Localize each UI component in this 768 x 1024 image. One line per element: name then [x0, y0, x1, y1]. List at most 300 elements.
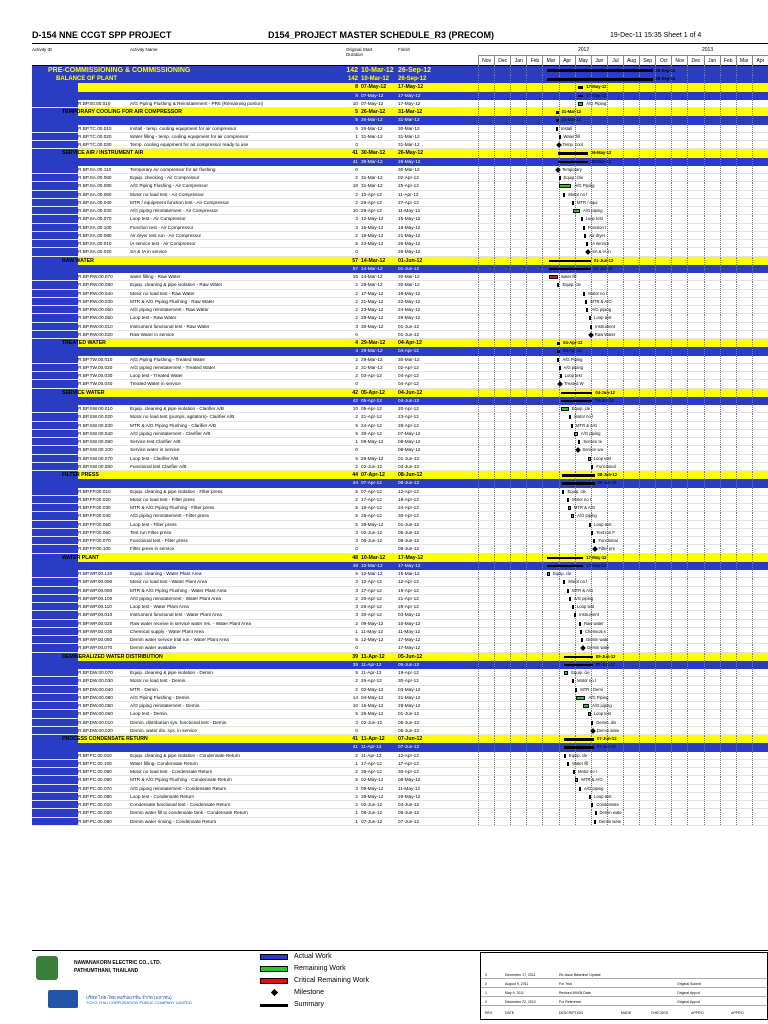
activity-row [32, 677, 768, 685]
remaining-work-bar [581, 638, 584, 642]
bar-label: Equip. cle [571, 406, 591, 411]
duration: 42 [352, 397, 358, 403]
summary-row [32, 75, 768, 83]
duration: 14 [352, 694, 358, 700]
finish-date: 08-Jun-12 [398, 546, 420, 552]
activity-id: R.BP.FP.00.050 [78, 521, 111, 527]
finish-date: 10-May-12 [398, 620, 421, 626]
remaining-work-bar [580, 630, 582, 634]
duration: 2 [355, 175, 358, 180]
revision-rev: 2 [485, 982, 487, 986]
bar-label: Motor no l [572, 496, 591, 502]
start-date: 08-May-12 [361, 439, 384, 444]
duration: 5 [355, 109, 358, 115]
start-date: 10-Apr-12 [361, 579, 382, 585]
bar-label: MTR - Demi [580, 686, 603, 692]
bar-label: Function t [587, 224, 607, 230]
bar-label: 07-Jun-12 [597, 744, 616, 750]
revision-column-header: DATE [505, 1011, 515, 1015]
bar-label: Equip. cle [568, 752, 588, 758]
activity-id: R.BP.SA.00.030 [78, 208, 112, 213]
activity-id: R.BP.WP.00.060 [78, 637, 113, 642]
summary-row [32, 397, 768, 405]
bar-label: 04-Apr-12 [563, 348, 582, 354]
bar-label: Loop test [585, 216, 603, 222]
nawanakorn-logo-icon [36, 956, 58, 980]
finish-date: 26-May-12 [398, 150, 424, 157]
month-label: Dec [494, 56, 510, 66]
bar-label: A/G Piping [574, 183, 595, 189]
summary-row [32, 661, 768, 669]
finish-date: 08-May-12 [398, 777, 421, 783]
duration: 3 [355, 529, 358, 535]
finish-date: 30-Mar-12 [398, 356, 420, 362]
start-date: 31-Mar-12 [361, 133, 383, 139]
bar-label: Motor no l [588, 290, 607, 296]
activity-row [32, 331, 768, 339]
duration: 3 [355, 224, 358, 230]
remaining-work-bar [573, 770, 575, 774]
bar-label: Air dryer [589, 232, 606, 238]
finish-date: 04-Jun-12 [398, 463, 420, 469]
section-title: PRE-COMMISSIONING & COMMISSIONING [48, 67, 191, 74]
remaining-work-bar [575, 778, 578, 782]
activity-name: Equip. checking - Air Compressor [130, 175, 200, 180]
start-date: 26-Apr-12 [361, 678, 382, 684]
bar-label: Filter pre [598, 546, 616, 552]
activity-row [32, 587, 768, 595]
duration: 8 [355, 84, 358, 91]
duration: 5 [355, 711, 358, 717]
finish-date: 07-Jun-12 [398, 818, 420, 824]
activity-id: R.BP.SW.00.090 [78, 439, 113, 444]
start-date: 10-Mar-12 [361, 554, 386, 561]
section-title: TREATED WATER [62, 340, 106, 346]
activity-row [32, 801, 768, 809]
activity-name: Motor no load test - Air Compressor [130, 191, 204, 197]
activity-row [32, 752, 768, 760]
start-date: 07-Apr-12 [361, 488, 382, 494]
revision-date: August 9, 2011 [505, 982, 529, 986]
activity-name: Filter press in service [130, 546, 175, 552]
activity-name: Temporary Air compressor for air flushing [130, 166, 216, 172]
summary-bar [578, 95, 583, 98]
duration: 2 [355, 199, 358, 205]
remaining-work-bar [571, 424, 573, 428]
bar-label: Loop test [564, 373, 582, 378]
bar-label: A/G piping [583, 208, 603, 213]
finish-date: 17-May-12 [398, 100, 421, 106]
finish-date: 26-May-12 [398, 241, 421, 246]
activity-row [32, 537, 768, 545]
activity-id: R.BP.WP.00.030 [78, 628, 113, 634]
bar-label: Equip. cle [552, 571, 572, 576]
activity-name: Demin water service trial run - Water Plant Area [130, 637, 229, 642]
activity-name: Loop test - Clarifier A/B [130, 455, 179, 461]
start-date: 17-May-12 [361, 290, 384, 296]
duration: 2 [355, 356, 358, 362]
activity-name: Water filling - temp. cooling equipment for air compressor [130, 133, 249, 139]
duration: 44 [352, 480, 358, 486]
activity-name: Service test Clarifier A/B [130, 439, 181, 444]
activity-name: Chemical supply - Water Plant Area [130, 628, 204, 634]
start-date: 28-May-12 [361, 315, 384, 321]
duration: 2 [355, 769, 358, 774]
remaining-work-bar [568, 506, 571, 510]
remaining-work-bar [586, 242, 588, 246]
activity-id: R.BP.WP.00.010 [78, 612, 113, 618]
start-date: 05-Apr-12 [361, 397, 382, 403]
bar-label: Test run F [596, 529, 615, 535]
finish-date: 17-May-12 [398, 554, 424, 561]
finish-date: 31-Mar-12 [398, 142, 420, 147]
duration: 10 [352, 100, 358, 106]
finish-date: 27-Apr-12 [398, 199, 419, 205]
start-date: 28-Apr-12 [361, 769, 382, 774]
activity-name: Equip. cleaning & pipe isolation - Filter press [130, 488, 223, 494]
finish-date: 04-Jun-12 [398, 397, 420, 403]
bar-label: Loop test [593, 711, 611, 717]
finish-date: 05-Jun-12 [398, 529, 420, 535]
activity-id: R.BP.FP.00.020 [78, 496, 111, 502]
finish-date: 02-Apr-12 [398, 175, 419, 180]
remaining-work-bar [591, 465, 593, 469]
activity-row [32, 719, 768, 727]
summary-bar [562, 474, 595, 477]
activity-row [32, 768, 768, 776]
legend-swatch-icon [260, 954, 288, 960]
duration: 2 [355, 793, 358, 799]
duration: 1 [355, 133, 358, 139]
start-date: 07-Jun-12 [361, 818, 383, 824]
activity-row [32, 133, 768, 141]
bar-label: Motor no l [568, 191, 587, 197]
bar-label: 26-Sep-12 [655, 76, 676, 81]
activity-id: R.BP.SA.00.070 [78, 216, 112, 222]
start-date: 05-Apr-12 [361, 406, 382, 411]
activity-row [32, 686, 768, 694]
finish-date: 01-Jun-12 [398, 331, 420, 337]
activity-id: R.BP.TW.00.010 [78, 356, 113, 362]
activity-name: Motor no load test - Demin. [130, 678, 187, 684]
bar-label: Motor no l [577, 678, 596, 684]
activity-row [32, 644, 768, 652]
duration: 41 [352, 158, 358, 164]
bar-label: Loop test [594, 521, 612, 527]
legend-swatch-icon [260, 1004, 288, 1007]
activity-name: Install - temp. cooling equipment for air compressor [130, 125, 237, 131]
bar-label: Demin wate [586, 637, 609, 642]
activity-id: R.BP.SW.00.070 [78, 455, 113, 461]
start-date: 06-Jun-12 [361, 538, 383, 543]
month-label: Aug [623, 56, 639, 66]
duration: 2 [355, 232, 358, 238]
activity-row [32, 570, 768, 578]
activity-name: A/G piping reinstatement - Air Compressor [130, 208, 219, 213]
timeline-months [478, 56, 768, 66]
finish-date: 20-Apr-12 [398, 406, 419, 411]
duration: 2 [355, 298, 358, 304]
remaining-work-bar [589, 316, 591, 320]
duration: 41 [352, 150, 358, 157]
summary-bar [564, 738, 594, 741]
start-date: 08-Jun-12 [361, 810, 383, 816]
activity-name: Demin water available [130, 645, 177, 651]
bar-label: Loop test [593, 455, 611, 461]
summary-bar [556, 119, 559, 122]
finish-date: 05-Jun-12 [398, 719, 420, 725]
bar-label: A/G piping [580, 430, 601, 436]
revision-date: December 17, 2011 [505, 973, 536, 977]
column-header [32, 46, 768, 66]
activity-id: R.BP.FP.00.030 [78, 505, 111, 510]
remaining-work-bar [567, 498, 569, 502]
start-date: 31-Mar-12 [361, 364, 383, 370]
start-date: 07-Apr-12 [361, 472, 385, 478]
remaining-work-bar [591, 531, 593, 535]
duration: 2 [355, 191, 358, 197]
activity-name: Function test - Air Compressor [130, 224, 194, 230]
schedule-table [32, 66, 768, 826]
activity-name: Demin water rinsing - Condensate Return [130, 818, 217, 824]
company-name: NAWANAKORN ELECTRIC CO., LTD. [74, 960, 162, 966]
start-date: 09-May-12 [361, 620, 384, 626]
month-label: Jan [510, 56, 526, 66]
finish-date: 31-Mar-12 [398, 117, 420, 123]
duration: 48 [352, 562, 358, 568]
activity-id: R.BP.SA.00.090 [78, 232, 112, 238]
start-date: 30-Mar-12 [361, 158, 383, 164]
finish-date: 17-May-12 [398, 84, 424, 91]
finish-date: 05-Jun-12 [398, 653, 423, 660]
finish-date: 08-Jun-12 [398, 480, 420, 486]
month-label: Feb [526, 56, 542, 66]
duration: 2 [355, 463, 358, 469]
duration: 0 [355, 727, 358, 733]
activity-row [32, 191, 768, 199]
activity-name: A/G piping reinstatement - Clarifier A/B [130, 430, 211, 436]
remaining-work-bar [591, 803, 593, 807]
summary-bar [557, 342, 560, 345]
duration: 3 [355, 323, 358, 329]
activity-id: R.BP.PC.00.100 [78, 760, 112, 766]
finish-date: 11-May-12 [398, 628, 421, 634]
revision-column-header: MADE [621, 1011, 632, 1015]
finish-date: 30-Mar-12 [398, 274, 420, 279]
section-title: BALANCE OF PLANT [56, 76, 117, 82]
duration: 0 [355, 166, 358, 172]
bar-label: Instrument [595, 323, 616, 329]
bar-label: Water fill [563, 133, 580, 139]
activity-row [32, 232, 768, 240]
activity-id: R.BP.WP.00.080 [78, 587, 113, 593]
finish-date: 12-Apr-12 [398, 579, 419, 585]
revision-rev: 3 [485, 973, 487, 977]
month-label: May [575, 56, 591, 66]
activity-id: R.BP.SW.00.040 [78, 430, 113, 436]
summary-row [32, 265, 768, 273]
activity-row [32, 141, 768, 149]
start-date: 10-Mar-12 [361, 76, 390, 82]
activity-row [32, 512, 768, 520]
activity-name: Motor no load test - Condensate Return [130, 769, 213, 774]
finish-date: 01-Jun-12 [398, 265, 420, 271]
schedule-title: D154_PROJECT MASTER SCHEDULE_R3 (PRECOM) [268, 30, 495, 40]
activity-row [32, 694, 768, 702]
remaining-work-bar [556, 127, 558, 131]
activity-name: Loop test - Condensate Return [130, 793, 195, 799]
finish-date: 25-Apr-12 [398, 183, 419, 189]
duration: 10 [352, 208, 358, 213]
duration: 2 [355, 496, 358, 502]
bar-label: Loop test [594, 793, 612, 799]
remaining-work-bar [563, 580, 565, 584]
duration: 48 [352, 554, 358, 561]
summary-row [32, 149, 768, 157]
activity-id: R.BP.WP.00.070 [78, 645, 113, 651]
activity-row [32, 100, 768, 108]
activity-name: Loop test - Demin. [130, 711, 169, 717]
start-date: 11-Apr-12 [361, 744, 382, 750]
activity-id: R.BP.RW.00.010 [78, 323, 113, 329]
revision-header-row [481, 1009, 767, 1017]
activity-name: Demin. water dis. sys. in service [130, 727, 197, 733]
finish-date: 28-May-12 [398, 703, 421, 708]
duration: 8 [355, 92, 358, 98]
duration: 3 [355, 785, 358, 791]
finish-date: 26-Sep-12 [398, 76, 427, 82]
finish-date: 15-May-12 [398, 216, 421, 222]
finish-date: 08-Jun-12 [398, 472, 423, 478]
activity-id: R.BP.WP.00.110 [78, 604, 112, 609]
finish-date: 23-Apr-12 [398, 414, 419, 420]
bar-label: Equip. cle [571, 670, 590, 675]
duration: 15 [352, 274, 358, 279]
activity-name: MTR - Demin. [130, 686, 160, 692]
section-title: FILTER PRESS [62, 472, 99, 478]
remaining-work-bar [567, 762, 569, 766]
activity-row [32, 298, 768, 306]
duration: 5 [355, 513, 358, 519]
finish-date: 06-Jun-12 [398, 810, 420, 816]
finish-date: 04-Apr-12 [398, 348, 419, 354]
section-title: SERVICE AIR / INSTRUMENT AIR [62, 150, 144, 157]
activity-row [32, 488, 768, 496]
start-date: 26-Mar-12 [361, 117, 383, 123]
start-date: 07-May-12 [361, 84, 387, 91]
duration: 5 [355, 521, 358, 527]
start-date: 29-Mar-12 [361, 356, 383, 362]
duration: 5 [355, 488, 358, 494]
activity-row [32, 776, 768, 784]
activity-row [32, 207, 768, 215]
summary-bar [549, 260, 590, 263]
finish-date: 19-Apr-12 [398, 587, 419, 593]
bar-label: 01-Jun-12 [593, 257, 614, 263]
activity-name: IA service test - Air Compressor [130, 241, 196, 246]
remaining-work-bar [563, 193, 565, 197]
finish-date: 17-Apr-12 [398, 760, 419, 766]
col-finish: Finish [398, 47, 411, 52]
duration: 2 [355, 802, 358, 807]
summary-bar [547, 78, 652, 81]
start-date: 29-Mar-12 [361, 340, 386, 346]
activity-row [32, 306, 768, 314]
finish-date: 08-Jun-12 [398, 538, 420, 543]
summary-bar [564, 656, 593, 659]
activity-id: R.BP.PC.00.020 [78, 810, 112, 816]
month-label: Mar [736, 56, 752, 66]
duration: 2 [355, 364, 358, 370]
summary-row [32, 743, 768, 751]
duration: 1 [355, 810, 358, 816]
bar-label: A/G Piping [586, 100, 607, 106]
bar-label: 04-Jun-12 [595, 389, 615, 395]
duration: 0 [355, 331, 358, 337]
bar-label: Water fill [572, 760, 589, 766]
summary-bar [557, 350, 560, 353]
duration: 142 [346, 67, 358, 74]
start-date: 30-Apr-12 [361, 430, 382, 436]
start-date: 11-Apr-12 [361, 661, 382, 667]
activity-name: Demin. distribution sys. functional test - Demin. [130, 719, 228, 725]
activity-id: R.BP.SA.00.060 [78, 175, 112, 180]
activity-name: A/G Piping Flushing & Reinstatement - PR5 (Remaining portion) [130, 100, 264, 106]
activity-id: R.BP.RW.00.050 [78, 315, 113, 321]
activity-name: MTR & A/G Piping Flushing - Raw Water [130, 298, 215, 304]
activity-name: MTR & A/G Piping Flushing - Water Plant Area [130, 587, 227, 593]
activity-id: R.BP.TC.00.030 [78, 142, 112, 147]
month-label: Jan [704, 56, 720, 66]
activity-name: Test run Filter press [130, 529, 172, 535]
summary-row [32, 347, 768, 355]
activity-name: Equip. cleaning & pipe isolation - Condensate Return [130, 752, 240, 758]
activity-name: Motor no load test - Water Plant Area [130, 579, 207, 585]
revision-row [481, 998, 767, 1006]
bar-label: MTR & A/G [572, 587, 594, 593]
bar-label: Functional [598, 538, 618, 543]
activity-row [32, 430, 768, 438]
duration: 1 [355, 818, 358, 824]
remaining-work-bar [595, 811, 597, 815]
activity-name: Loop test - Raw Water [130, 315, 177, 321]
activity-id: R.BP.SW.00.030 [78, 422, 113, 428]
activity-id: R.BP.DW.00.060 [78, 711, 113, 717]
finish-date: 21-Apr-12 [398, 595, 419, 601]
bar-label: 26-May-12 [591, 158, 612, 164]
activity-name: Motor no load test - Filter press [130, 496, 195, 502]
activity-id: R.BP.DW.00.050 [78, 703, 113, 708]
duration: 1 [355, 628, 358, 634]
activity-row [32, 438, 768, 446]
col-activity-name: Activity Name [130, 47, 158, 52]
summary-row [32, 108, 768, 116]
finish-date: 17-May-12 [398, 92, 421, 98]
bar-label: Functional [596, 463, 616, 469]
duration: 0 [355, 249, 358, 255]
revision-desc: Re-Issue Baseline/ Update [559, 973, 601, 977]
activity-row [32, 521, 768, 529]
revision-column-header: APPR'D [691, 1011, 704, 1015]
activity-id: R.BP.DW.00.030 [78, 678, 113, 684]
remaining-work-bar [559, 176, 561, 180]
finish-date: 30-Apr-12 [398, 769, 419, 774]
bar-label: 17-May-12 [586, 562, 607, 568]
start-date: 10-Mar-12 [361, 67, 394, 74]
finish-date: 17-May-12 [398, 562, 421, 568]
bar-label: Treated W [564, 381, 584, 387]
start-date: 14-Mar-12 [361, 274, 383, 279]
